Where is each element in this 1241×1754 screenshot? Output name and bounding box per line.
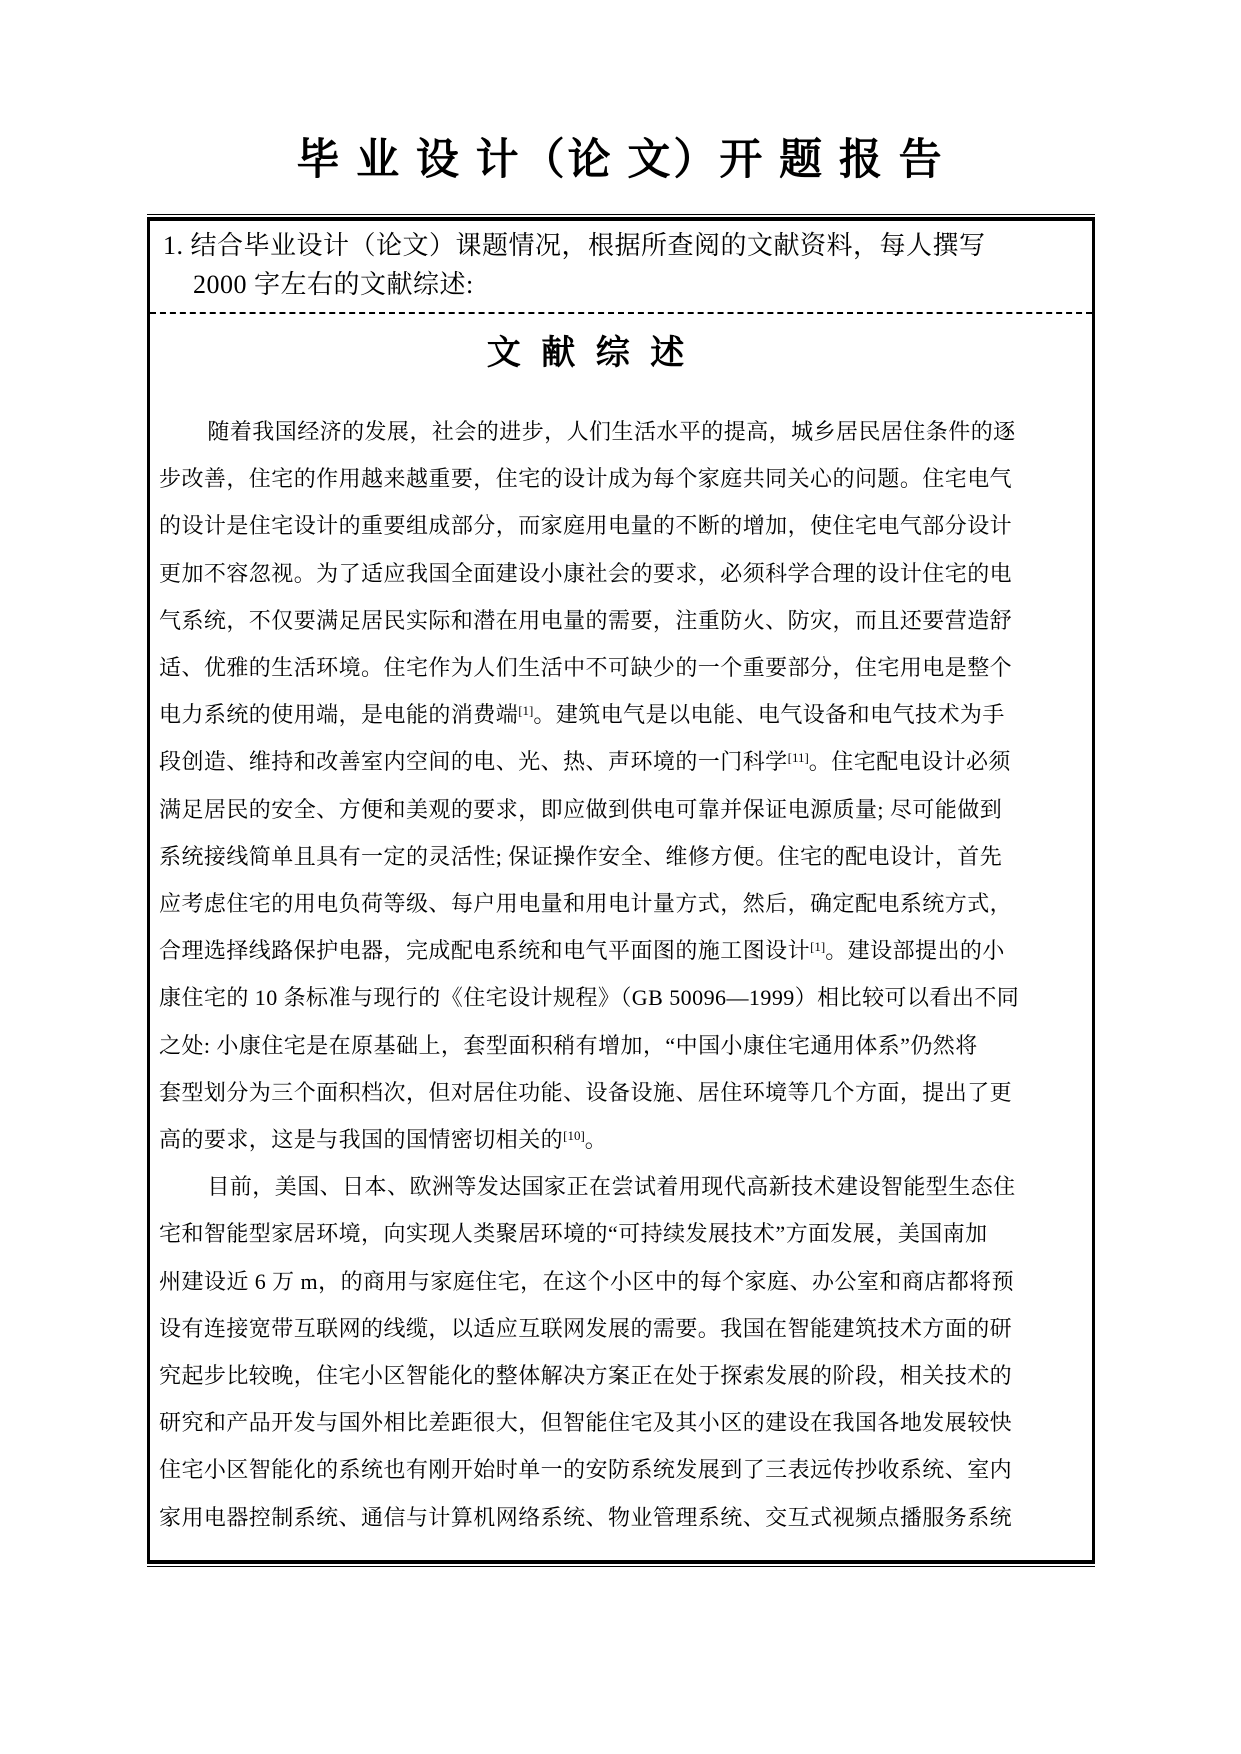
item-1 xyxy=(163,226,1014,304)
item-1-line-1: 1. 结合毕业设计（论文）课题情况，根据所查阅的文献资料，每人撰写 xyxy=(163,231,986,260)
review-line: 更加不容忽视。为了适应我国全面建设小康社会的要求，必须科学合理的设计住宅的电 xyxy=(159,560,1013,586)
review-line: 住宅小区智能化的系统也有刚开始时单一的安防系统发展到了三表远传抄收系统、室内 xyxy=(159,1457,1013,1483)
review-line: 满足居民的安全、方便和美观的要求，即应做到供电可靠并保证电源质量; 尽可能做到 xyxy=(159,796,1003,822)
review-line: 康住宅的 10 条标准与现行的《住宅设计规程》（GB 50096—1999）相比较可以看出不同 xyxy=(159,985,1020,1011)
review-line: 套型划分为三个面积档次，但对居住功能、设备设施、居住环境等几个方面，提出了更 xyxy=(159,1079,1013,1105)
dashed-divider xyxy=(150,312,1092,314)
literature-review-body xyxy=(150,408,1092,1541)
review-line: 究起步比较晚，住宅小区智能化的整体解决方案正在处于探索发展的阶段，相关技术的 xyxy=(159,1363,1013,1389)
review-line: 随着我国经济的发展，社会的进步，人们生活水平的提高，城乡居民居住条件的逐 xyxy=(207,419,1016,444)
review-line: 合理选择线路保护电器，完成配电系统和电气平面图的施工图设计[1]。建设部提出的小 xyxy=(159,938,1005,964)
review-line: 设有连接宽带互联网的线缆，以适应互联网发展的需要。我国在智能建筑技术方面的研 xyxy=(159,1315,1013,1341)
review-line: 适、优雅的生活环境。住宅作为人们生活中不可缺少的一个重要部分，住宅用电是整个 xyxy=(159,655,1013,681)
review-line: 之处: 小康住宅是在原基础上，套型面积稍有增加，“中国小康住宅通用体系”仍然将 xyxy=(159,1032,978,1058)
item-1-line-2: 2000 字左右的文献综述: xyxy=(193,270,474,299)
review-line: 段创造、维持和改善室内空间的电、光、热、声环境的一门科学[11]。住宅配电设计必须 xyxy=(159,749,1011,775)
report-table-cell xyxy=(147,217,1095,1564)
review-line: 目前，美国、日本、欧洲等发达国家正在尝试着用现代高新技术建设智能型生态住 xyxy=(207,1174,1016,1200)
review-line: 家用电器控制系统、通信与计算机网络系统、物业管理系统、交互式视频点播服务系统 xyxy=(159,1504,1013,1530)
page-title: 毕 业 设 计（论 文）开 题 报 告 xyxy=(296,137,945,184)
review-line: 高的要求，这是与我国的国情密切相关的[10]。 xyxy=(159,1127,608,1153)
review-line: 应考虑住宅的用电负荷等级、每户用电量和用电计量方式，然后，确定配电系统方式， xyxy=(159,891,1013,917)
report-table-border xyxy=(147,214,1095,1567)
review-line: 系统接线简单且具有一定的灵活性; 保证操作安全、维修方便。住宅的配电设计，首先 xyxy=(159,843,1003,869)
review-line: 电力系统的使用端，是电能的消费端[1]。建筑电气是以电能、电气设备和电气技术为手 xyxy=(159,702,1005,728)
review-line: 宅和智能型家居环境，向实现人类聚居环境的“可持续发展技术”方面发展，美国南加 xyxy=(159,1221,988,1247)
literature-review-heading: 文 献 综 述 xyxy=(486,335,691,372)
review-line: 的设计是住宅设计的重要组成部分，而家庭用电量的不断的增加，使住宅电气部分设计 xyxy=(159,513,1013,539)
review-line: 研究和产品开发与国外相比差距很大，但智能住宅及其小区的建设在我国各地发展较快 xyxy=(159,1410,1013,1436)
review-line: 气系统，不仅要满足居民实际和潜在用电量的需要，注重防火、防灾，而且还要营造舒 xyxy=(159,607,1013,633)
review-line: 步改善，住宅的作用越来越重要，住宅的设计成为每个家庭共同关心的问题。住宅电气 xyxy=(159,466,1013,492)
review-line: 州建设近 6 万 m，的商用与家庭住宅，在这个小区中的每个家庭、办公室和商店都将预 xyxy=(159,1268,1015,1294)
